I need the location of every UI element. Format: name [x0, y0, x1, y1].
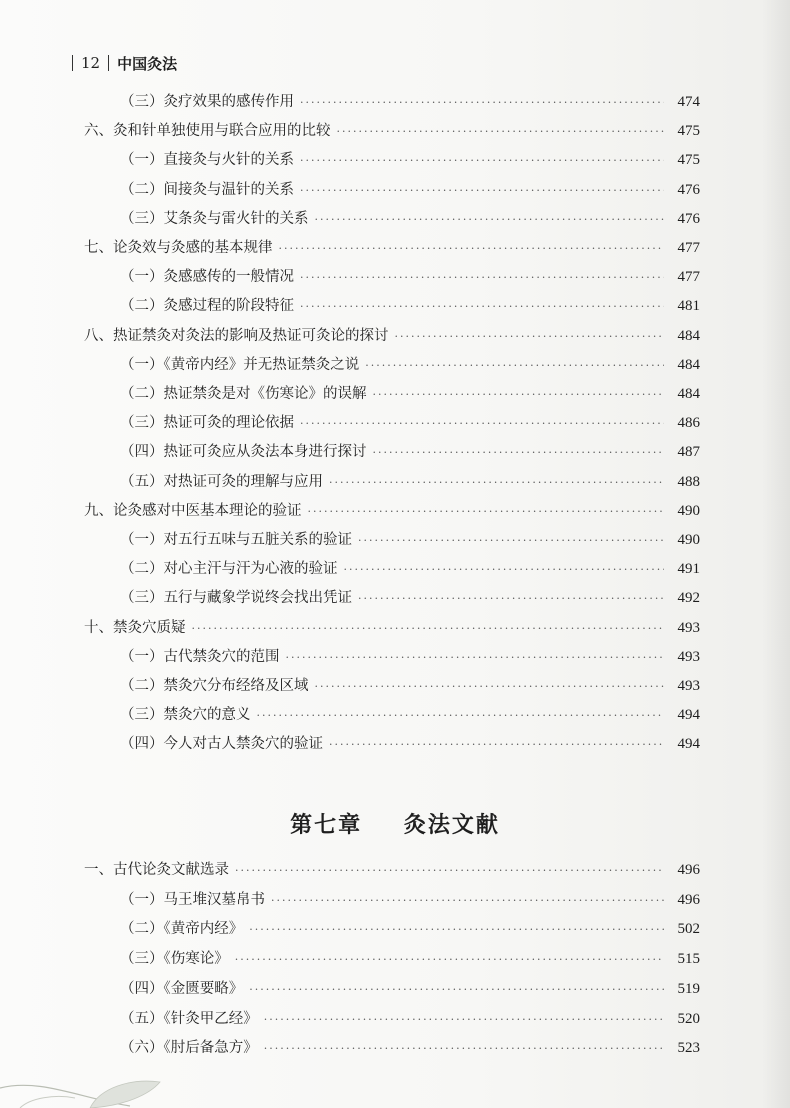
toc-leader-dots	[249, 919, 664, 941]
chapter-heading	[0, 808, 790, 839]
toc-entry	[84, 237, 700, 259]
toc-entry-label: （四）今人对古人禁灸穴的验证	[120, 736, 323, 753]
toc-entry-page: 493	[677, 678, 700, 694]
toc-leader-dots	[249, 979, 664, 1001]
toc-entry-label: （一）对五行五味与五脏关系的验证	[120, 532, 352, 548]
toc-leader-dots	[358, 530, 664, 552]
toc-entry-label: （二）灸感过程的阶段特征	[120, 298, 294, 315]
toc-entry-page: 481	[677, 298, 700, 315]
toc-leader-dots	[315, 676, 665, 698]
toc-entry-label: （三）热证可灸的理论依据	[120, 415, 294, 432]
toc-entry-page: 477	[677, 240, 700, 256]
toc-leader-dots	[279, 238, 665, 260]
header-divider	[72, 55, 73, 71]
toc-leader-dots	[300, 296, 664, 318]
toc-entry-page: 475	[677, 123, 700, 140]
toc-entry-label: 六、灸和针单独使用与联合应用的比较	[84, 123, 331, 140]
toc-leader-dots	[373, 384, 665, 406]
toc-entry-label: （二）禁灸穴分布经络及区域	[120, 678, 309, 694]
running-header	[64, 52, 177, 74]
toc-entry-page: 496	[677, 862, 700, 878]
toc-entry-label: （一）马王堆汉墓帛书	[120, 891, 265, 908]
toc-leader-dots	[373, 442, 665, 464]
toc-entry-label: （二）《黄帝内经》	[120, 921, 244, 938]
toc-entry-page: 492	[677, 590, 700, 607]
toc-entry	[120, 646, 700, 668]
toc-entry-page: 475	[677, 152, 700, 169]
toc-entry-label: 七、论灸效与灸感的基本规律	[84, 240, 273, 256]
toc-entry	[120, 441, 700, 463]
toc-entry-label: （二）间接灸与温针的关系	[120, 181, 294, 198]
toc-leader-dots	[300, 150, 664, 172]
toc-leader-dots	[308, 501, 665, 523]
toc-entry	[84, 859, 700, 881]
toc-entry	[120, 149, 700, 171]
toc-entry-page: 519	[677, 980, 700, 997]
toc-entry-label: （三）五行与藏象学说终会找出凭证	[120, 590, 352, 607]
toc-leader-dots	[264, 1009, 664, 1031]
toc-leader-dots	[235, 949, 664, 971]
toc-entry-page: 487	[677, 444, 700, 461]
toc-leader-dots	[344, 559, 665, 581]
toc-entry-label: （二）对心主汗与汗为心液的验证	[120, 561, 338, 578]
toc-entry-label: （五）对热证可灸的理解与应用	[120, 473, 323, 490]
toc-entry	[120, 948, 700, 970]
toc-entry-page: 488	[677, 473, 700, 490]
toc-entry-page: 476	[677, 181, 700, 198]
toc-leader-dots	[315, 209, 665, 231]
toc-leader-dots	[192, 618, 665, 640]
toc-entry	[120, 383, 700, 405]
toc-entry-label: （四）《金匮要略》	[120, 980, 244, 997]
page-edge-shadow	[762, 0, 790, 1108]
page-number: 12	[81, 54, 101, 72]
toc-entry	[120, 208, 700, 230]
toc-leader-dots	[300, 413, 664, 435]
toc-entry-page: 502	[677, 921, 700, 938]
leaf-decoration	[0, 1048, 300, 1108]
toc-entry-label: （三）灸疗效果的感传作用	[120, 94, 294, 110]
toc-entry	[84, 120, 700, 142]
toc-leader-dots	[329, 472, 664, 494]
toc-leader-dots	[358, 588, 664, 610]
chapter-number: 第七章	[290, 813, 363, 838]
toc-leader-dots	[264, 1038, 664, 1060]
toc-entry-label: （五）《针灸甲乙经》	[120, 1010, 258, 1027]
toc-entry	[120, 1008, 700, 1030]
toc-entry	[84, 617, 700, 639]
toc-entry	[120, 704, 700, 726]
toc-entry-label: （一）《黄帝内经》并无热证禁灸之说	[120, 356, 360, 373]
toc-entry	[120, 918, 700, 940]
toc-entry-page: 490	[677, 532, 700, 548]
toc-entry-label: 一、古代论灸文献选录	[84, 862, 229, 878]
toc-entry-page: 493	[677, 619, 700, 636]
toc-entry	[120, 587, 700, 609]
toc-leader-dots	[329, 734, 664, 756]
toc-leader-dots	[286, 647, 665, 669]
toc-entry	[84, 325, 700, 347]
toc-entry-page: 494	[677, 736, 700, 753]
toc-leader-dots	[235, 860, 664, 882]
chapter-title: 灸法文献	[403, 813, 500, 838]
toc-entry	[120, 295, 700, 317]
toc-entry	[120, 179, 700, 201]
toc-entry-page: 476	[677, 210, 700, 227]
toc-entry-page: 491	[677, 561, 700, 578]
toc-entry	[120, 266, 700, 288]
toc-entry	[120, 529, 700, 551]
toc-entry-label: （三）禁灸穴的意义	[120, 707, 251, 724]
toc-entry-label: （三）《伤寒论》	[120, 951, 229, 968]
toc-entry-page: 484	[677, 356, 700, 373]
toc-entry	[120, 978, 700, 1000]
toc-entry-page: 477	[677, 269, 700, 286]
toc-entry-page: 486	[677, 415, 700, 432]
toc-leader-dots	[337, 121, 665, 143]
toc-entry-label: （三）艾条灸与雷火针的关系	[120, 210, 309, 227]
toc-entry-page: 484	[677, 386, 700, 402]
toc-entry	[120, 733, 700, 755]
book-title: 中国灸法	[117, 54, 178, 73]
toc-entry-page: 515	[677, 951, 700, 968]
toc-leader-dots	[395, 326, 665, 348]
toc-entry	[120, 675, 700, 697]
toc-entry-label: （一）直接灸与火针的关系	[120, 152, 294, 169]
toc-entry	[120, 471, 700, 493]
toc-entry-label: （一）古代禁灸穴的范围	[120, 648, 280, 665]
toc-entry-page: 474	[677, 94, 700, 110]
toc-entry	[84, 500, 700, 522]
toc-entry	[120, 889, 700, 911]
toc-entry	[120, 91, 700, 113]
header-divider	[108, 55, 109, 71]
toc-leader-dots	[300, 180, 664, 202]
toc-entry-page: 490	[677, 502, 700, 519]
toc-leader-dots	[300, 92, 664, 114]
toc-entry-page: 523	[677, 1040, 700, 1057]
toc-leader-dots	[300, 267, 664, 289]
toc-entry	[120, 354, 700, 376]
toc-entry-page: 494	[677, 707, 700, 724]
toc-entry-page: 496	[677, 891, 700, 908]
toc-entry-label: 八、热证禁灸对灸法的影响及热证可灸论的探讨	[84, 327, 389, 344]
toc-entry-label: 九、论灸感对中医基本理论的验证	[84, 502, 302, 519]
toc-entry	[120, 412, 700, 434]
toc-entry-label: （四）热证可灸应从灸法本身进行探讨	[120, 444, 367, 461]
toc-entry-label: （六）《肘后备急方》	[120, 1040, 258, 1057]
toc-entry-label: （一）灸感感传的一般情况	[120, 269, 294, 286]
toc-leader-dots	[271, 890, 664, 912]
toc-entry	[120, 558, 700, 580]
toc-entry-page: 520	[677, 1010, 700, 1027]
toc-entry-label: 十、禁灸穴质疑	[84, 619, 186, 636]
toc-leader-dots	[365, 355, 664, 377]
toc-entry-label: （二）热证禁灸是对《伤寒论》的误解	[120, 386, 367, 402]
toc-leader-dots	[257, 705, 665, 727]
toc-entry-page: 493	[677, 648, 700, 665]
toc-entry-page: 484	[677, 327, 700, 344]
